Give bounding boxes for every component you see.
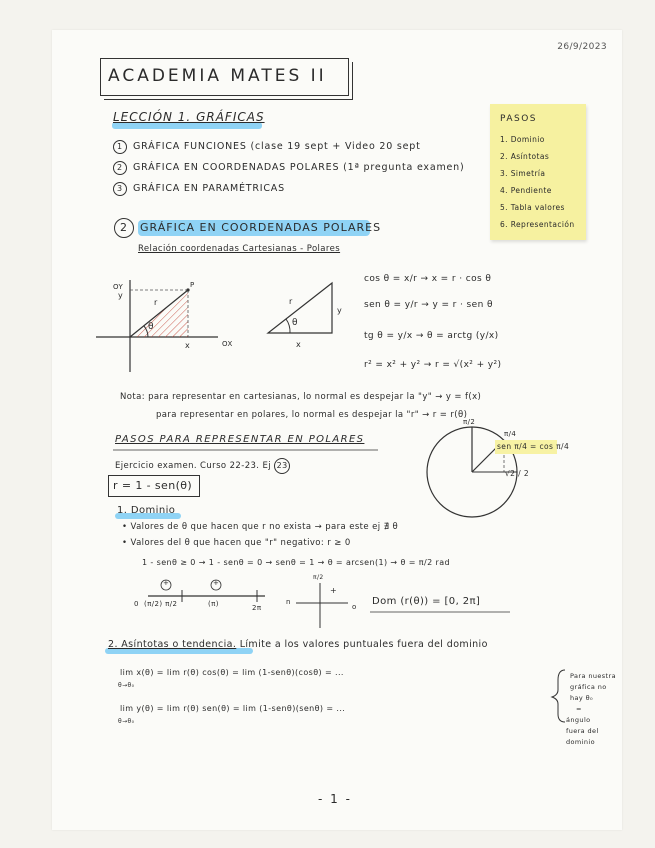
sign-label: +	[163, 579, 170, 587]
label-x: x	[296, 340, 302, 349]
line-label: 0	[134, 600, 139, 608]
limit-sub: θ→θ₀	[118, 718, 135, 725]
label-pi4: π/4	[504, 430, 517, 438]
sign-label: n	[286, 598, 291, 606]
domain-bullet: • Valores del θ que hacen que "r" negativo: r ≥ 0	[122, 538, 351, 548]
topic-text: GRÁFICA FUNCIONES (clase 19 sept + Video 20 sept	[133, 141, 421, 152]
side-note: fuera del	[566, 727, 599, 735]
limit-sub: θ→θ₀	[118, 682, 135, 689]
note-line: Nota: para representar en cartesianas, lo normal es despejar la "y" → y = f(x)	[120, 392, 482, 402]
domain-bullet: • Valores de θ que hacen que r no exista → para este ej ∄ θ	[122, 522, 399, 532]
domain-result: Dom (r(θ)) = [0, 2π]	[372, 596, 481, 607]
page-title: ACADEMIA MATES II	[108, 66, 327, 86]
label-y: y	[118, 291, 124, 300]
label-theta: θ	[292, 318, 298, 328]
label-p: P	[190, 281, 195, 289]
label-ox: OX	[222, 340, 233, 348]
label-oy: OY	[113, 283, 124, 291]
asymptote-description: Límite a los valores puntuales fuera del dominio	[239, 639, 488, 650]
label-r: r	[289, 297, 293, 306]
limit-x: lim x(θ) = lim r(θ) cos(θ) = lim (1-senθ)(cosθ) = ...	[120, 668, 344, 677]
line-label: (π/2) π/2	[144, 600, 178, 608]
side-note: hay θ₀	[570, 694, 593, 702]
note-line: para representar en polares, lo normal es despejar la "r" → r = r(θ)	[156, 410, 468, 420]
domain-inequality: 1 - senθ ≥ 0 → 1 - senθ = 0 → senθ = 1 → θ = arcsen(1) → θ = π/2 rad	[142, 558, 450, 567]
sign-label: π/2	[313, 574, 324, 581]
circle-relation: sen π/4 = cos π/4	[497, 442, 570, 451]
main-function: r = 1 - sen(θ)	[113, 479, 193, 492]
line-label: (π)	[208, 600, 219, 608]
label-y: y	[337, 306, 343, 315]
sticky-item: 3. Simetría	[500, 169, 546, 178]
exercise-ref	[115, 458, 296, 474]
formula-sen: sen θ = y/r → y = r · sen θ	[364, 300, 493, 310]
page-number: - 1 -	[318, 792, 352, 806]
sticky-item: 4. Pendiente	[500, 186, 552, 195]
sticky-title: PASOS	[500, 114, 538, 124]
lesson-title: LECCIÓN 1. GRÁFICAS	[113, 110, 265, 124]
right-triangle	[268, 283, 332, 333]
domain-title: 1. Dominio	[117, 505, 176, 516]
exercise-number: 23	[274, 458, 290, 474]
section-subtitle: Relación coordenadas Cartesianas - Polares	[138, 244, 341, 254]
sticky-item: 1. Dominio	[500, 135, 545, 144]
topic-text: GRÁFICA EN COORDENADAS POLARES (1ª pregunta examen)	[133, 162, 465, 173]
sign-label: +	[330, 586, 338, 595]
asymptote-title: 2. Asíntotas o tendencia.	[108, 639, 237, 650]
label-theta: θ	[148, 322, 154, 332]
asymptote-heading	[108, 639, 488, 650]
circle-value: √2 / 2	[505, 469, 530, 478]
limit-y: lim y(θ) = lim r(θ) sen(θ) = lim (1-senθ)(senθ) = ...	[120, 704, 346, 713]
sticky-item: 6. Representación	[500, 220, 575, 229]
topic-text: GRÁFICA EN PARAMÉTRICAS	[133, 183, 285, 194]
formula-tg: tg θ = y/x → θ = arctg (y/x)	[364, 331, 499, 341]
topic-number: 3	[113, 182, 127, 196]
section-title: GRÁFICA EN COORDENADAS POLARES	[140, 221, 382, 234]
brace	[552, 670, 565, 722]
sign-label: +	[213, 579, 220, 587]
sign-label: o	[352, 603, 357, 611]
formula-r: r² = x² + y² → r = √(x² + y²)	[364, 360, 502, 370]
label-x: x	[185, 341, 191, 350]
side-note: gráfica no	[570, 683, 607, 691]
exercise-text: Ejercicio examen. Curso 22-23. Ej	[115, 461, 272, 471]
topic-number: 1	[113, 140, 127, 154]
sticky-item: 5. Tabla valores	[500, 203, 565, 212]
side-note: Para nuestra	[570, 672, 616, 680]
steps-heading: PASOS PARA REPRESENTAR EN POLARES	[115, 434, 365, 445]
side-note: =	[576, 705, 582, 713]
label-r: r	[154, 298, 158, 307]
side-note: ángulo	[566, 716, 591, 724]
section-number: 2	[114, 218, 134, 238]
date: 26/9/2023	[557, 42, 607, 52]
formula-cos: cos θ = x/r → x = r · cos θ	[364, 274, 492, 284]
label-pi2: π/2	[463, 418, 476, 426]
side-note: dominio	[566, 738, 595, 746]
topic-number: 2	[113, 161, 127, 175]
line-label: 2π	[252, 604, 262, 612]
angle-arc	[286, 319, 290, 333]
sticky-item: 2. Asíntotas	[500, 152, 550, 161]
